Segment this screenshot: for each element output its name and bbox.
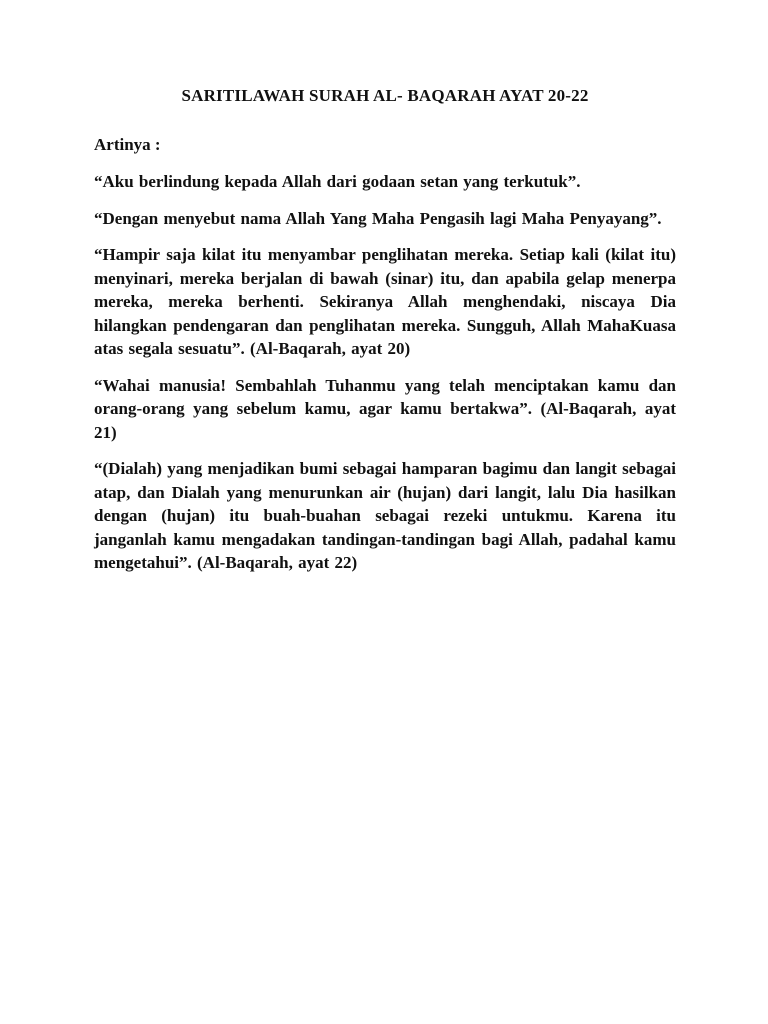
paragraph-ayat-21: “Wahai manusia! Sembahlah Tuhanmu yang telah menciptakan kamu dan orang-orang yang sebelum kamu, agar kamu bertakwa”. (Al-Baqarah, ayat 21) [94, 375, 676, 442]
paragraph-basmalah: “Dengan menyebut nama Allah Yang Maha Pengasih lagi Maha Penyayang”. [94, 208, 662, 228]
paragraph-taawudz: “Aku berlindung kepada Allah dari godaan setan yang terkutuk”. [94, 172, 581, 191]
artinya-label: Artinya : [94, 135, 161, 154]
paragraph-ayat-20: “Hampir saja kilat itu menyambar penglihatan mereka. Setiap kali (kilat itu) menyinari, mereka berjalan di bawah (sinar) itu, dan apabila gelap menerpa mereka, mereka berhenti. Sekiranya Allah menghendaki, niscaya Dia hilangkan pendengaran dan penglihatan mereka. Sungguh, Allah MahaKuasa atas segala sesuatu”. (Al-Baqarah, ayat 20) [94, 245, 676, 358]
paragraph-ayat-22: “(Dialah) yang menjadikan bumi sebagai hamparan bagimu dan langit sebagai atap, dan Dialah yang menurunkan air (hujan) dari langit, lalu Dia hasilkan dengan (hujan) itu buah-buahan sebagai rezeki untukmu. Karena itu janganlah kamu mengadakan tandingan-tandingan bagi Allah, padahal kamu mengetahui”. (Al-Baqarah, ayat 22) [94, 459, 676, 572]
document-title: SARITILAWAH SURAH AL- BAQARAH AYAT 20-22 [181, 86, 589, 105]
